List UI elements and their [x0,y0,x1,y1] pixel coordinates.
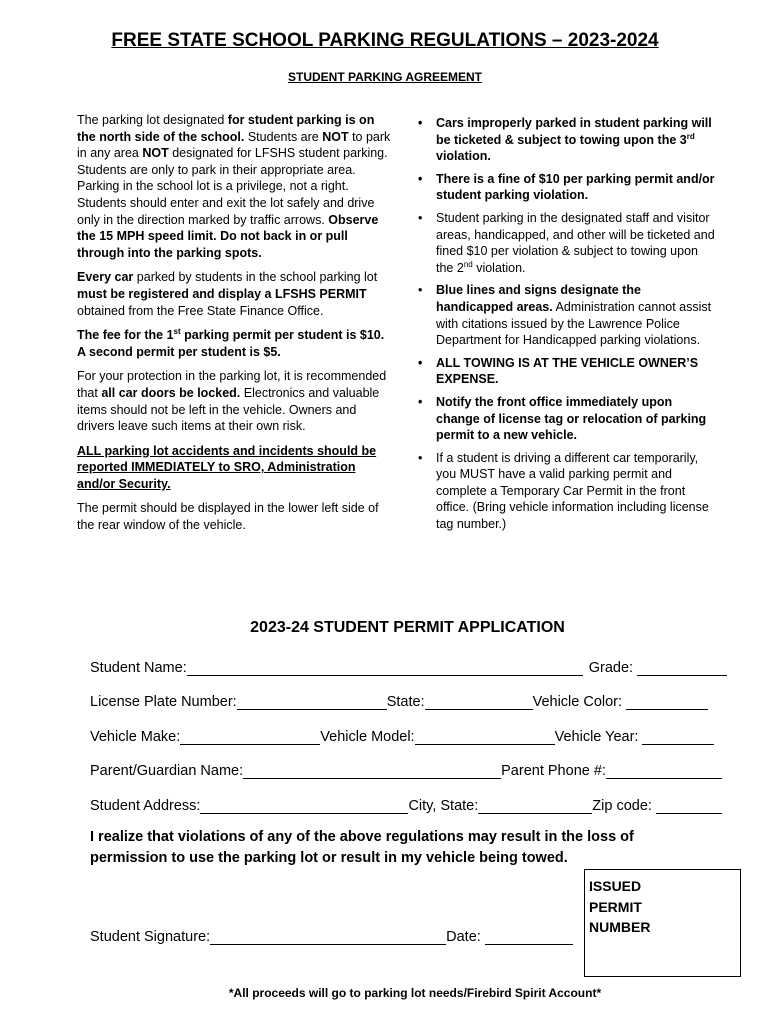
date-field[interactable] [485,928,573,945]
vehicle-color-label: Vehicle Color: [532,694,623,710]
parent-phone-label: Parent Phone #: [501,763,606,779]
list-item: • Cars improperly parked in student parking will be ticketed & subject to towing upon the 3rd violation. [416,115,716,165]
zip-field[interactable] [656,797,722,814]
application-title: 2023-24 STUDENT PERMIT APPLICATION [250,619,565,636]
permit-box-line: PERMIT [589,898,642,915]
paragraph-registration: Every car parked by students in the school parking lot must be registered and display a LFSHS PERMIT obtained from the Free State Finance Office. [77,270,378,318]
paragraph-accidents: ALL parking lot accidents and incidents should be reported IMMEDIATELY to SRO, Administration and/or Security. [77,443,377,491]
permit-box-line: ISSUED [589,878,642,894]
form-row-plate [90,688,735,710]
vehicle-color-field[interactable] [626,693,708,710]
student-name-field[interactable] [187,659,583,676]
paragraph-parking-location: The parking lot designated for student parking is on the north side of the school. Students are NOT to park in any area NOT designated for LFSHS student parking. Students are only to park in their appropriate area. Parking in the school lot is a privilege, not a right. Students should enter and exit the lot safely and drive only in the direction marked by traffic arrows. Observe the 15 MPH speed limit. Do not back in or pull through into the parking spots. [77,113,391,260]
left-column-regulations [77,112,391,542]
parent-name-field[interactable] [243,762,501,779]
paragraph-permit-display: The permit should be displayed in the lower left side of the rear window of the vehicle. [77,501,379,533]
city-state-field[interactable] [478,797,592,814]
vehicle-make-field[interactable] [180,728,320,745]
issued-permit-number-box [584,869,741,977]
vehicle-model-label: Vehicle Model: [320,729,415,745]
section-subtitle: STUDENT PARKING AGREEMENT [287,70,482,84]
paragraph-protection: For your protection in the parking lot, it is recommended that all car doors be locked. Electronics and valuable items should not be left in the vehicle. Owners and drivers leave such items at their own risk. [77,369,387,434]
date-label: Date: [446,929,481,945]
vehicle-year-label: Vehicle Year: [554,729,639,745]
parent-name-label: Parent/Guardian Name: [90,763,244,779]
form-row-address [90,792,735,814]
parent-phone-field[interactable] [606,762,722,779]
form-row-signature [90,923,590,945]
license-plate-label: License Plate Number: [90,694,237,710]
list-item: • Student parking in the designated staff and visitor areas, handicapped, and other will be ticketed and fined $10 per violation & subject to towing upon the 2nd violation. [416,210,716,276]
permit-box-line: NUMBER [589,919,651,935]
license-plate-field[interactable] [237,693,387,710]
list-item: • Blue lines and signs designate the handicapped areas. Administration cannot assist with citations issued by the Lawrence Police Department for Handicapped parking violations. [416,282,716,348]
list-item: • There is a fine of $10 per parking permit and/or student parking violation. [416,171,716,204]
form-row-parent [90,757,735,779]
paragraph-fee: The fee for the 1st parking permit per student is $10. A second permit per student is $5. [77,326,385,359]
state-label: State: [386,694,425,710]
list-item: • If a student is driving a different car temporarily, you MUST have a valid parking permit and complete a Temporary Car Permit in the front office. (Bring vehicle information including license tag number.) [416,450,716,533]
student-address-label: Student Address: [90,798,201,814]
city-state-label: City, State: [408,798,479,814]
right-column-regulations [416,115,716,539]
footer-note: *All proceeds will go to parking lot needs/Firebird Spirit Account* [228,986,602,1000]
form-row-student [90,654,735,676]
student-address-field[interactable] [200,797,408,814]
list-item: • ALL TOWING IS AT THE VEHICLE OWNER’S EXPENSE. [416,355,716,388]
vehicle-year-field[interactable] [642,728,714,745]
state-field[interactable] [425,693,533,710]
grade-field[interactable] [637,659,727,676]
zip-label: Zip code: [592,798,652,814]
vehicle-make-label: Vehicle Make: [90,729,181,745]
form-row-vehicle [90,723,735,745]
signature-field[interactable] [210,928,446,945]
signature-label: Student Signature: [90,929,211,945]
student-name-label: Student Name: [90,660,187,676]
vehicle-model-field[interactable] [415,728,555,745]
list-item: • Notify the front office immediately upon change of license tag or relocation of parking permit to a new vehicle. [416,394,716,444]
grade-label: Grade: [588,660,634,676]
page-title: FREE STATE SCHOOL PARKING REGULATIONS – 2023-2024 [111,30,659,51]
declaration-text: I realize that violations of any of the above regulations may result in the loss of permission to use the parking lot or result in my vehicle being towed. [90,829,634,866]
